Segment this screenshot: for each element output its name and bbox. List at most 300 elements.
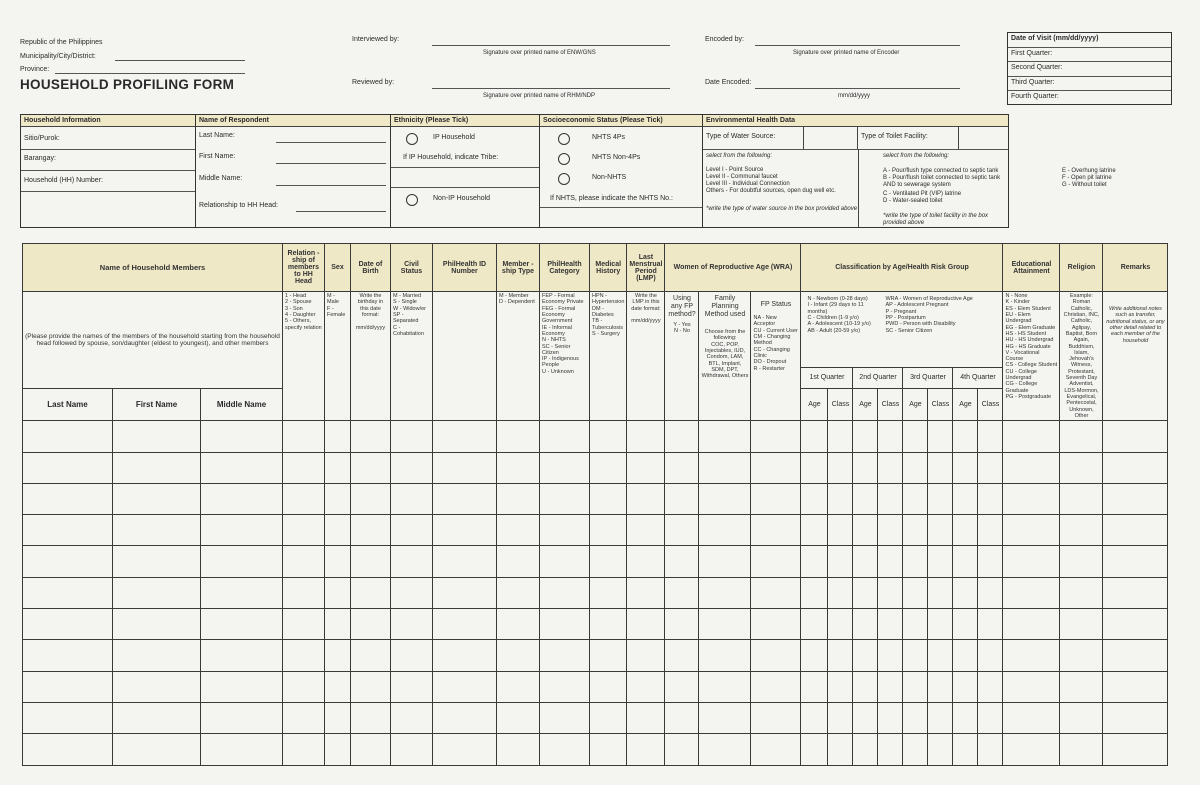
table-cell[interactable]	[853, 702, 878, 733]
table-cell[interactable]	[828, 640, 853, 671]
table-cell[interactable]	[113, 546, 201, 577]
table-cell[interactable]	[1060, 640, 1103, 671]
table-cell[interactable]	[903, 483, 928, 514]
table-cell[interactable]	[497, 734, 540, 765]
table-cell[interactable]	[878, 515, 903, 546]
table-cell[interactable]	[928, 640, 953, 671]
table-cell[interactable]	[1003, 609, 1060, 640]
table-cell[interactable]	[1060, 671, 1103, 702]
table-cell[interactable]	[325, 515, 351, 546]
table-cell[interactable]	[325, 609, 351, 640]
table-cell[interactable]	[23, 702, 113, 733]
interviewed-by-line[interactable]	[432, 45, 670, 46]
table-cell[interactable]	[540, 515, 590, 546]
table-cell[interactable]	[391, 702, 433, 733]
table-cell[interactable]	[853, 640, 878, 671]
table-cell[interactable]	[801, 515, 828, 546]
table-cell[interactable]	[627, 421, 665, 452]
table-cell[interactable]	[351, 734, 391, 765]
table-cell[interactable]	[853, 734, 878, 765]
table-cell[interactable]	[433, 421, 497, 452]
table-cell[interactable]	[351, 702, 391, 733]
table-cell[interactable]	[1003, 640, 1060, 671]
table-cell[interactable]	[627, 515, 665, 546]
table-cell[interactable]	[928, 452, 953, 483]
table-cell[interactable]	[351, 640, 391, 671]
table-cell[interactable]	[853, 452, 878, 483]
table-cell[interactable]	[903, 734, 928, 765]
water-source-input[interactable]	[803, 127, 858, 149]
table-cell[interactable]	[1060, 546, 1103, 577]
table-cell[interactable]	[751, 671, 801, 702]
table-cell[interactable]	[627, 609, 665, 640]
table-cell[interactable]	[497, 515, 540, 546]
table-cell[interactable]	[978, 452, 1003, 483]
table-cell[interactable]	[853, 483, 878, 514]
table-cell[interactable]	[828, 546, 853, 577]
table-cell[interactable]	[391, 421, 433, 452]
table-cell[interactable]	[351, 577, 391, 608]
table-cell[interactable]	[325, 546, 351, 577]
table-cell[interactable]	[590, 702, 627, 733]
table-cell[interactable]	[201, 640, 283, 671]
table-cell[interactable]	[351, 515, 391, 546]
table-cell[interactable]	[928, 609, 953, 640]
table-cell[interactable]	[978, 671, 1003, 702]
table-cell[interactable]	[1003, 515, 1060, 546]
table-cell[interactable]	[590, 421, 627, 452]
table-cell[interactable]	[978, 702, 1003, 733]
table-cell[interactable]	[23, 483, 113, 514]
table-cell[interactable]	[953, 702, 978, 733]
table-cell[interactable]	[497, 609, 540, 640]
non-nhts-checkbox[interactable]	[558, 173, 570, 185]
table-cell[interactable]	[201, 734, 283, 765]
table-cell[interactable]	[627, 452, 665, 483]
table-cell[interactable]	[903, 452, 928, 483]
table-cell[interactable]	[540, 640, 590, 671]
table-cell[interactable]	[540, 609, 590, 640]
table-cell[interactable]	[699, 609, 751, 640]
table-cell[interactable]	[699, 452, 751, 483]
table-cell[interactable]	[201, 452, 283, 483]
table-cell[interactable]	[23, 546, 113, 577]
table-cell[interactable]	[23, 421, 113, 452]
table-cell[interactable]	[351, 483, 391, 514]
table-cell[interactable]	[751, 609, 801, 640]
table-cell[interactable]	[928, 702, 953, 733]
table-cell[interactable]	[751, 640, 801, 671]
table-cell[interactable]	[1060, 483, 1103, 514]
reviewed-by-line[interactable]	[432, 88, 670, 89]
respondent-middle-name-line[interactable]	[276, 185, 386, 186]
table-cell[interactable]	[391, 515, 433, 546]
table-cell[interactable]	[627, 483, 665, 514]
table-cell[interactable]	[665, 546, 699, 577]
table-cell[interactable]	[23, 640, 113, 671]
table-cell[interactable]	[1060, 734, 1103, 765]
table-cell[interactable]	[828, 515, 853, 546]
table-cell[interactable]	[590, 734, 627, 765]
table-cell[interactable]	[590, 577, 627, 608]
table-cell[interactable]	[953, 609, 978, 640]
table-cell[interactable]	[23, 577, 113, 608]
table-cell[interactable]	[325, 452, 351, 483]
table-cell[interactable]	[878, 577, 903, 608]
table-cell[interactable]	[665, 452, 699, 483]
table-cell[interactable]	[903, 515, 928, 546]
table-cell[interactable]	[878, 702, 903, 733]
respondent-last-name-line[interactable]	[276, 142, 386, 143]
table-cell[interactable]	[953, 546, 978, 577]
nhts-non4ps-checkbox[interactable]	[558, 153, 570, 165]
table-cell[interactable]	[1103, 452, 1168, 483]
table-cell[interactable]	[878, 671, 903, 702]
table-cell[interactable]	[828, 483, 853, 514]
non-ip-household-checkbox[interactable]	[406, 194, 418, 206]
table-cell[interactable]	[590, 452, 627, 483]
table-cell[interactable]	[699, 546, 751, 577]
table-cell[interactable]	[1003, 577, 1060, 608]
table-cell[interactable]	[978, 577, 1003, 608]
table-cell[interactable]	[325, 483, 351, 514]
table-cell[interactable]	[801, 452, 828, 483]
table-cell[interactable]	[351, 421, 391, 452]
date-encoded-line[interactable]	[755, 88, 960, 89]
table-cell[interactable]	[928, 734, 953, 765]
table-cell[interactable]	[590, 671, 627, 702]
ip-household-checkbox[interactable]	[406, 133, 418, 145]
table-cell[interactable]	[928, 483, 953, 514]
table-cell[interactable]	[699, 515, 751, 546]
respondent-first-name-line[interactable]	[276, 163, 386, 164]
province-line[interactable]	[55, 73, 245, 74]
table-cell[interactable]	[853, 546, 878, 577]
table-cell[interactable]	[590, 609, 627, 640]
table-cell[interactable]	[113, 515, 201, 546]
table-cell[interactable]	[953, 577, 978, 608]
table-cell[interactable]	[540, 577, 590, 608]
table-cell[interactable]	[801, 546, 828, 577]
table-cell[interactable]	[351, 671, 391, 702]
table-cell[interactable]	[113, 483, 201, 514]
table-cell[interactable]	[391, 671, 433, 702]
table-cell[interactable]	[878, 734, 903, 765]
table-cell[interactable]	[113, 452, 201, 483]
table-cell[interactable]	[1103, 515, 1168, 546]
table-cell[interactable]	[627, 671, 665, 702]
table-cell[interactable]	[1060, 609, 1103, 640]
table-cell[interactable]	[283, 546, 325, 577]
table-cell[interactable]	[828, 734, 853, 765]
table-cell[interactable]	[627, 702, 665, 733]
table-cell[interactable]	[433, 452, 497, 483]
table-cell[interactable]	[903, 702, 928, 733]
visit-second-quarter[interactable]: Second Quarter:	[1008, 62, 1171, 77]
table-cell[interactable]	[953, 734, 978, 765]
table-cell[interactable]	[590, 515, 627, 546]
table-cell[interactable]	[751, 421, 801, 452]
table-cell[interactable]	[853, 421, 878, 452]
table-cell[interactable]	[540, 483, 590, 514]
table-cell[interactable]	[1103, 702, 1168, 733]
table-cell[interactable]	[751, 515, 801, 546]
table-cell[interactable]	[953, 483, 978, 514]
table-cell[interactable]	[878, 640, 903, 671]
table-cell[interactable]	[828, 609, 853, 640]
table-cell[interactable]	[283, 577, 325, 608]
table-cell[interactable]	[665, 421, 699, 452]
table-cell[interactable]	[1060, 577, 1103, 608]
table-cell[interactable]	[928, 546, 953, 577]
table-cell[interactable]	[665, 609, 699, 640]
table-cell[interactable]	[391, 609, 433, 640]
table-cell[interactable]	[325, 671, 351, 702]
table-cell[interactable]	[801, 702, 828, 733]
table-cell[interactable]	[699, 640, 751, 671]
visit-first-quarter[interactable]: First Quarter:	[1008, 48, 1171, 63]
table-cell[interactable]	[283, 671, 325, 702]
table-cell[interactable]	[113, 421, 201, 452]
table-cell[interactable]	[801, 640, 828, 671]
table-cell[interactable]	[201, 609, 283, 640]
table-cell[interactable]	[113, 640, 201, 671]
table-cell[interactable]	[978, 515, 1003, 546]
table-cell[interactable]	[665, 577, 699, 608]
table-cell[interactable]	[1103, 577, 1168, 608]
visit-third-quarter[interactable]: Third Quarter:	[1008, 77, 1171, 92]
table-cell[interactable]	[497, 452, 540, 483]
table-cell[interactable]	[540, 546, 590, 577]
table-cell[interactable]	[590, 640, 627, 671]
table-cell[interactable]	[113, 577, 201, 608]
table-cell[interactable]	[627, 734, 665, 765]
table-cell[interactable]	[853, 609, 878, 640]
table-cell[interactable]	[433, 609, 497, 640]
table-cell[interactable]	[828, 452, 853, 483]
table-cell[interactable]	[878, 421, 903, 452]
table-cell[interactable]	[433, 734, 497, 765]
table-cell[interactable]	[1003, 452, 1060, 483]
table-cell[interactable]	[751, 483, 801, 514]
table-cell[interactable]	[283, 609, 325, 640]
table-cell[interactable]	[903, 577, 928, 608]
table-cell[interactable]	[1003, 671, 1060, 702]
table-cell[interactable]	[1060, 452, 1103, 483]
table-cell[interactable]	[590, 546, 627, 577]
table-cell[interactable]	[878, 483, 903, 514]
table-cell[interactable]	[853, 515, 878, 546]
nhts-number-line[interactable]	[540, 207, 702, 208]
table-cell[interactable]	[751, 734, 801, 765]
nhts-4ps-checkbox[interactable]	[558, 133, 570, 145]
table-cell[interactable]	[801, 483, 828, 514]
table-cell[interactable]	[699, 734, 751, 765]
table-cell[interactable]	[1060, 421, 1103, 452]
table-cell[interactable]	[751, 452, 801, 483]
table-cell[interactable]	[665, 640, 699, 671]
table-cell[interactable]	[903, 640, 928, 671]
table-cell[interactable]	[1103, 671, 1168, 702]
table-cell[interactable]	[283, 421, 325, 452]
table-cell[interactable]	[283, 640, 325, 671]
table-cell[interactable]	[113, 702, 201, 733]
table-cell[interactable]	[391, 452, 433, 483]
relationship-line[interactable]	[296, 211, 386, 212]
table-cell[interactable]	[627, 640, 665, 671]
table-cell[interactable]	[325, 702, 351, 733]
table-cell[interactable]	[201, 577, 283, 608]
table-cell[interactable]	[113, 734, 201, 765]
table-cell[interactable]	[23, 734, 113, 765]
table-cell[interactable]	[351, 609, 391, 640]
table-cell[interactable]	[978, 640, 1003, 671]
table-cell[interactable]	[1103, 546, 1168, 577]
table-cell[interactable]	[928, 421, 953, 452]
table-cell[interactable]	[665, 702, 699, 733]
table-cell[interactable]	[1103, 483, 1168, 514]
table-cell[interactable]	[801, 734, 828, 765]
table-cell[interactable]	[828, 671, 853, 702]
table-cell[interactable]	[325, 577, 351, 608]
table-cell[interactable]	[433, 640, 497, 671]
table-cell[interactable]	[497, 421, 540, 452]
table-cell[interactable]	[433, 546, 497, 577]
table-cell[interactable]	[201, 546, 283, 577]
table-cell[interactable]	[699, 702, 751, 733]
table-cell[interactable]	[325, 734, 351, 765]
table-cell[interactable]	[391, 546, 433, 577]
table-cell[interactable]	[953, 671, 978, 702]
table-cell[interactable]	[497, 640, 540, 671]
table-cell[interactable]	[699, 483, 751, 514]
table-cell[interactable]	[801, 421, 828, 452]
table-cell[interactable]	[351, 546, 391, 577]
table-cell[interactable]	[201, 702, 283, 733]
table-cell[interactable]	[928, 515, 953, 546]
table-cell[interactable]	[978, 483, 1003, 514]
table-cell[interactable]	[497, 702, 540, 733]
table-cell[interactable]	[699, 577, 751, 608]
table-cell[interactable]	[497, 483, 540, 514]
table-cell[interactable]	[903, 671, 928, 702]
table-cell[interactable]	[391, 640, 433, 671]
visit-fourth-quarter[interactable]: Fourth Quarter:	[1011, 93, 1059, 101]
table-cell[interactable]	[1103, 640, 1168, 671]
table-cell[interactable]	[1003, 546, 1060, 577]
table-cell[interactable]	[801, 577, 828, 608]
table-cell[interactable]	[1003, 483, 1060, 514]
table-cell[interactable]	[433, 671, 497, 702]
table-cell[interactable]	[497, 577, 540, 608]
table-cell[interactable]	[828, 577, 853, 608]
table-cell[interactable]	[1103, 421, 1168, 452]
table-cell[interactable]	[1003, 734, 1060, 765]
table-cell[interactable]	[978, 609, 1003, 640]
table-cell[interactable]	[391, 734, 433, 765]
table-cell[interactable]	[978, 546, 1003, 577]
table-cell[interactable]	[540, 671, 590, 702]
table-cell[interactable]	[828, 421, 853, 452]
table-cell[interactable]	[283, 515, 325, 546]
table-cell[interactable]	[1003, 702, 1060, 733]
table-cell[interactable]	[699, 671, 751, 702]
table-cell[interactable]	[283, 483, 325, 514]
table-cell[interactable]	[699, 421, 751, 452]
table-cell[interactable]	[751, 577, 801, 608]
table-cell[interactable]	[903, 609, 928, 640]
table-cell[interactable]	[751, 702, 801, 733]
table-cell[interactable]	[953, 515, 978, 546]
table-cell[interactable]	[853, 577, 878, 608]
table-cell[interactable]	[23, 452, 113, 483]
table-cell[interactable]	[433, 483, 497, 514]
table-cell[interactable]	[928, 671, 953, 702]
table-cell[interactable]	[283, 452, 325, 483]
table-cell[interactable]	[1003, 421, 1060, 452]
table-cell[interactable]	[23, 671, 113, 702]
table-cell[interactable]	[627, 546, 665, 577]
table-cell[interactable]	[497, 671, 540, 702]
table-cell[interactable]	[540, 452, 590, 483]
table-cell[interactable]	[801, 671, 828, 702]
table-cell[interactable]	[23, 515, 113, 546]
table-cell[interactable]	[283, 734, 325, 765]
table-cell[interactable]	[201, 515, 283, 546]
table-cell[interactable]	[1103, 734, 1168, 765]
table-cell[interactable]	[201, 671, 283, 702]
table-cell[interactable]	[540, 702, 590, 733]
table-cell[interactable]	[325, 421, 351, 452]
table-cell[interactable]	[665, 483, 699, 514]
table-cell[interactable]	[878, 452, 903, 483]
table-cell[interactable]	[433, 577, 497, 608]
table-cell[interactable]	[1103, 609, 1168, 640]
table-cell[interactable]	[953, 421, 978, 452]
table-cell[interactable]	[23, 609, 113, 640]
table-cell[interactable]	[878, 609, 903, 640]
municipality-line[interactable]	[115, 60, 245, 61]
table-cell[interactable]	[953, 452, 978, 483]
table-cell[interactable]	[433, 515, 497, 546]
table-cell[interactable]	[665, 515, 699, 546]
table-cell[interactable]	[1060, 702, 1103, 733]
table-cell[interactable]	[627, 577, 665, 608]
table-cell[interactable]	[801, 609, 828, 640]
table-cell[interactable]	[665, 671, 699, 702]
toilet-facility-input[interactable]	[958, 127, 1008, 149]
table-cell[interactable]	[978, 734, 1003, 765]
table-cell[interactable]	[540, 734, 590, 765]
table-cell[interactable]	[201, 483, 283, 514]
table-cell[interactable]	[325, 640, 351, 671]
table-cell[interactable]	[391, 483, 433, 514]
table-cell[interactable]	[497, 546, 540, 577]
table-cell[interactable]	[903, 546, 928, 577]
table-cell[interactable]	[391, 577, 433, 608]
table-cell[interactable]	[828, 702, 853, 733]
table-cell[interactable]	[751, 546, 801, 577]
table-cell[interactable]	[665, 734, 699, 765]
table-cell[interactable]	[590, 483, 627, 514]
table-cell[interactable]	[351, 452, 391, 483]
table-cell[interactable]	[433, 702, 497, 733]
table-cell[interactable]	[113, 609, 201, 640]
table-cell[interactable]	[878, 546, 903, 577]
encoded-by-line[interactable]	[755, 45, 960, 46]
table-cell[interactable]	[928, 577, 953, 608]
table-cell[interactable]	[903, 421, 928, 452]
